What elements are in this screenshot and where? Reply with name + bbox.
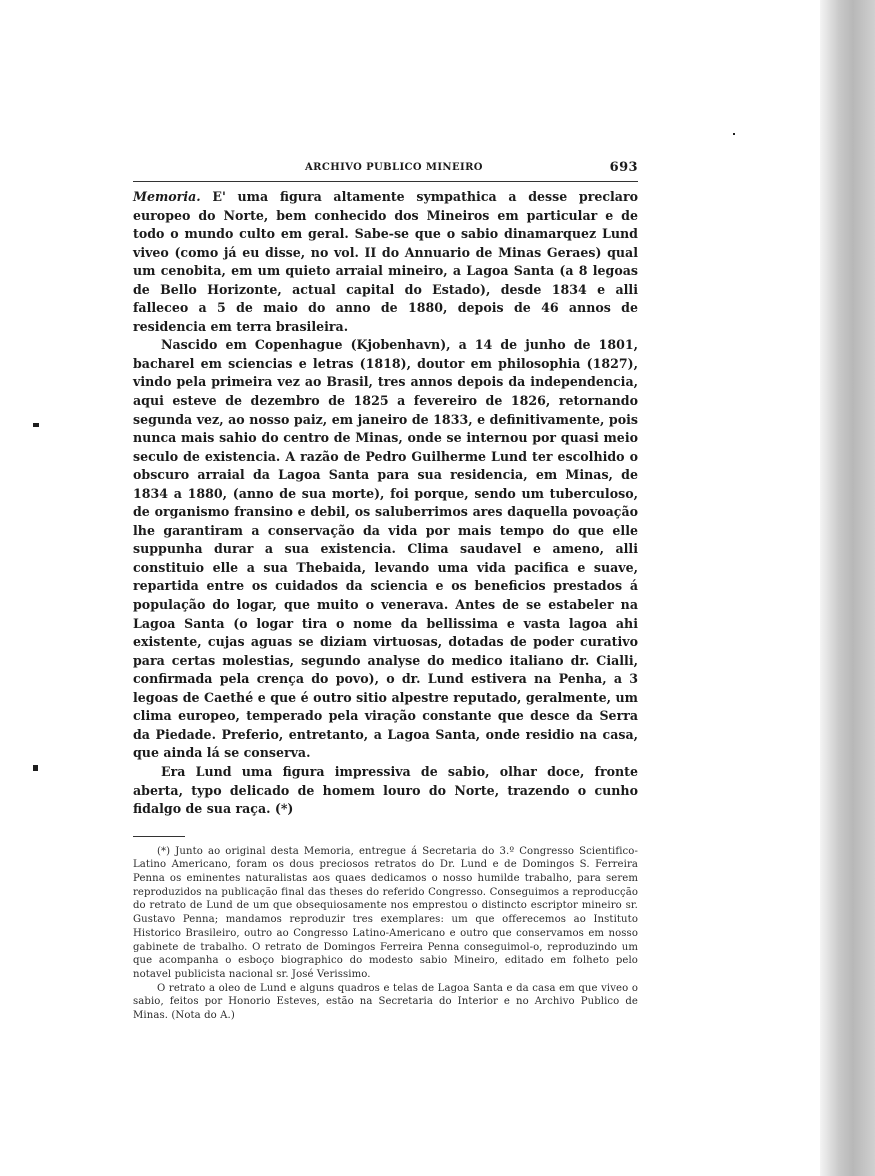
page-edge-shadow	[820, 0, 875, 1176]
scan-speck	[733, 133, 735, 135]
paragraph-1-lead: Memoria.	[133, 189, 201, 204]
document-page	[133, 160, 638, 1023]
footnote-2: O retrato a oleo de Lund e alguns quadros e telas de Lagoa Santa e da casa em que viveo o sabio, feitos por Honorio Esteves, estão na Secretaria do Interior e no Archivo Publico de Minas. (Nota do A.)	[133, 982, 638, 1022]
page-number: 693	[609, 160, 638, 175]
paragraph-3: Era Lund uma figura impressiva de sabio, olhar doce, fronte aberta, typo delicado de homem louro do Norte, trazendo o cunho fidalgo de sua raça. (*)	[133, 763, 638, 817]
paragraph-2: Nascido em Copenhague (Kjobenhavn), a 14 de junho de 1801, bacharel em sciencias e letras (1818), doutor em philosophia (1827), vindo pela primeira vez ao Brasil, tres annos depois da independencia, aqui esteve de dezembro de 1825 a fevereiro de 1826, retornando segunda vez, ao nosso paiz, em janeiro de 1833, e definitivamente, pois nunca mais sahio do centro de Minas, onde se internou por quasi meio seculo de existencia. A razão de Pedro Guilherme Lund ter escolhido o obscuro arraial da Lagoa Santa para sua residencia, em Minas, de 1834 a 1880, (anno de sua morte), foi porque, sendo um tuberculoso, de organismo fransino e debil, os saluberrimos ares daquella povoação lhe garantiram a conservação da vida por mais tempo do que elle suppunha durar a sua existencia. Clima saudavel e ameno, alli constituio elle a sua Thebaida, levando uma vida pacifica e suave, repartida entre os cuidados da sciencia e os beneficios prestados á população do logar, que muito o venerava. Antes de se estabeler na Lagoa Santa (o logar tira o nome da bellissima e vasta lagoa ahi existente, cujas aguas se diziam virtuosas, dotadas de poder curativo para certas molestias, segundo analyse do medico italiano dr. Cialli, confirmada pela crença do povo), o dr. Lund estivera na Penha, a 3 legoas de Caethé e que é outro sitio alpestre reputado, geralmente, um clima europeo, temperado pela viração constante que desce da Serra da Piedade. Preferio, entretanto, a Lagoa Santa, onde residio na casa, que ainda lá se conserva.	[133, 337, 638, 761]
paragraph-1	[133, 188, 638, 336]
footnote-rule	[133, 836, 185, 837]
header-rule	[133, 181, 638, 182]
footnote-1: (*) Junto ao original desta Memoria, entregue á Secretaria do 3.º Congresso Scientifico-Latino Americano, foram os dous preciosos retratos do Dr. Lund e de Domingos S. Ferreira Penna os eminentes naturalistas aos quaes dedicamos o nosso humilde trabalho, para serem reproduzidos na publicação final das theses do referido Congresso. Conseguimos a reproducção do retrato de Lund de um que obsequiosamente nos emprestou o distincto escriptor mineiro sr. Gustavo Penna; mandamos reproduzir tres exemplares: um que offerecemos ao Instituto Historico Brasileiro, outro ao Congresso Latino-Americano e outro que conservamos em nosso gabinete de trabalho. O retrato de Domingos Ferreira Penna conseguimol-o, reproduzindo um que acompanha o esboço biographico do modesto sabio Mineiro, editado em folheto pelo notavel publicista nacional sr. José Verissimo.	[133, 845, 638, 980]
running-header	[133, 160, 638, 178]
scan-speck	[33, 423, 39, 427]
paragraph-1-text: E' uma figura altamente sympathica a desse preclaro europeo do Norte, bem conhecido dos Mineiros em particular e de todo o mundo culto em geral. Sabe-se que o sabio dinamarquez Lund viveo (como já eu disse, no vol. II do Annuario de Minas Geraes) qual um cenobita, em um quieto arraial mineiro, a Lagoa Santa (a 8 legoas de Bello Horizonte, actual capital do Estado), desde 1834 e alli falleceo a 5 de maio do anno de 1880, depois de 46 annos de residencia em terra brasileira.	[133, 189, 638, 334]
scan-speck	[33, 765, 38, 771]
running-title: ARCHIVO PUBLICO MINEIRO	[305, 162, 483, 173]
